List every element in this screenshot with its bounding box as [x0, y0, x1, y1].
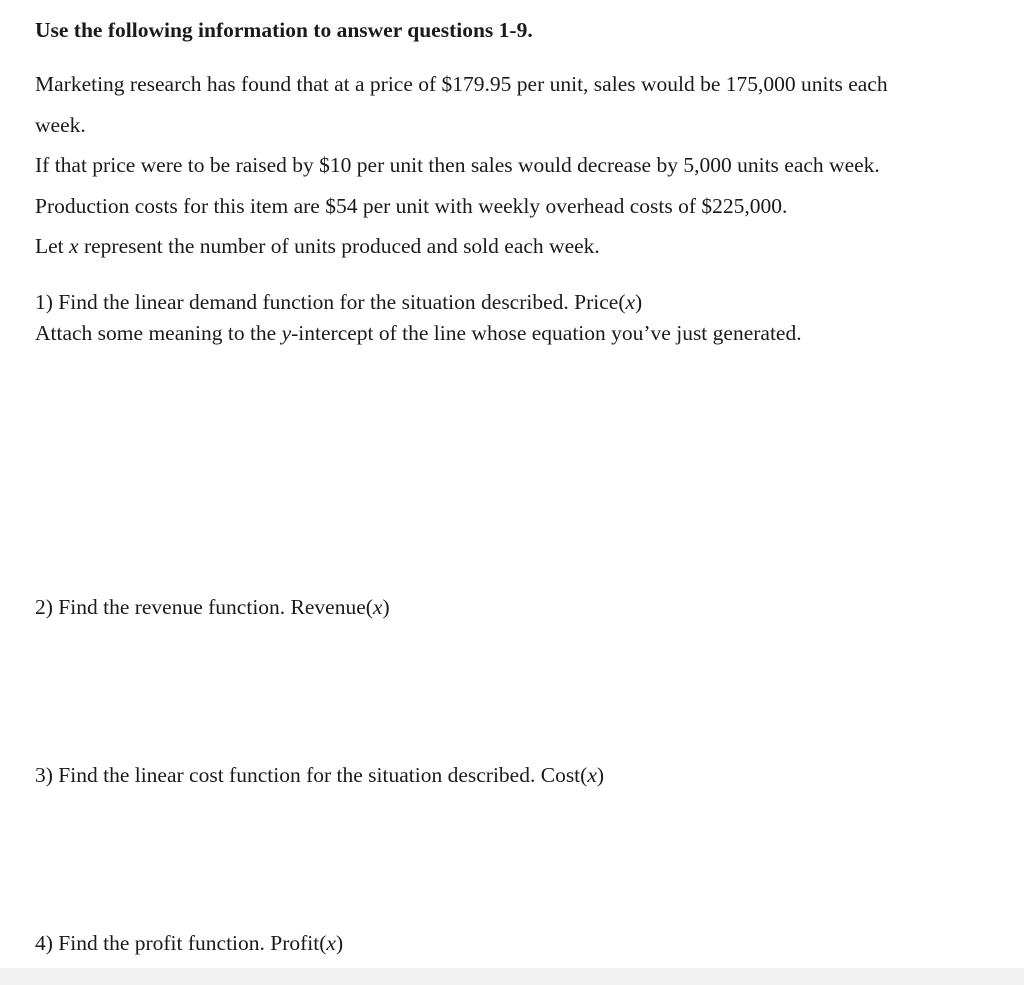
question-4-variable: x: [326, 931, 336, 955]
intro-line-5-after: represent the number of units produced and sold each week.: [78, 234, 600, 258]
question-1-close: ): [635, 290, 643, 314]
question-1-followup-after: -intercept of the line whose equation you’ve just generated.: [291, 321, 802, 345]
question-2: [35, 594, 390, 620]
question-4: [35, 930, 343, 956]
question-1-text: 1) Find the linear demand function for the situation described. Price(: [35, 290, 626, 314]
intro-line-4: Production costs for this item are $54 per unit with weekly overhead costs of $225,000.: [35, 194, 788, 218]
question-3-text: 3) Find the linear cost function for the situation described. Cost(: [35, 763, 588, 787]
question-3-close: ): [596, 763, 605, 787]
question-1-followup-before: Attach some meaning to the: [35, 321, 282, 345]
variable-y: y: [281, 321, 292, 345]
document-heading: Use the following information to answer questions 1-9.: [35, 18, 533, 42]
question-3-variable: x: [587, 763, 597, 787]
intro-line-5-before: Let: [35, 234, 70, 258]
intro-line-3: If that price were to be raised by $10 per unit then sales would decrease by 5,000 units each week.: [35, 153, 880, 177]
question-1-followup: [35, 320, 802, 346]
intro-line-5: [35, 233, 600, 259]
question-2-variable: x: [372, 595, 383, 619]
question-2-text: 2) Find the revenue function. Revenue(: [35, 595, 373, 619]
question-3: [35, 762, 604, 788]
question-4-text: 4) Find the profit function. Profit(: [35, 931, 327, 955]
question-1: [35, 289, 642, 315]
intro-line-1: Marketing research has found that at a price of $179.95 per unit, sales would be 175,000 units each: [35, 72, 888, 96]
question-1-variable: x: [625, 290, 636, 314]
question-4-close: ): [335, 931, 344, 955]
page-bottom-band: [0, 968, 1024, 985]
question-2-close: ): [382, 595, 390, 619]
intro-line-2: week.: [35, 113, 86, 137]
variable-x: x: [69, 234, 79, 258]
